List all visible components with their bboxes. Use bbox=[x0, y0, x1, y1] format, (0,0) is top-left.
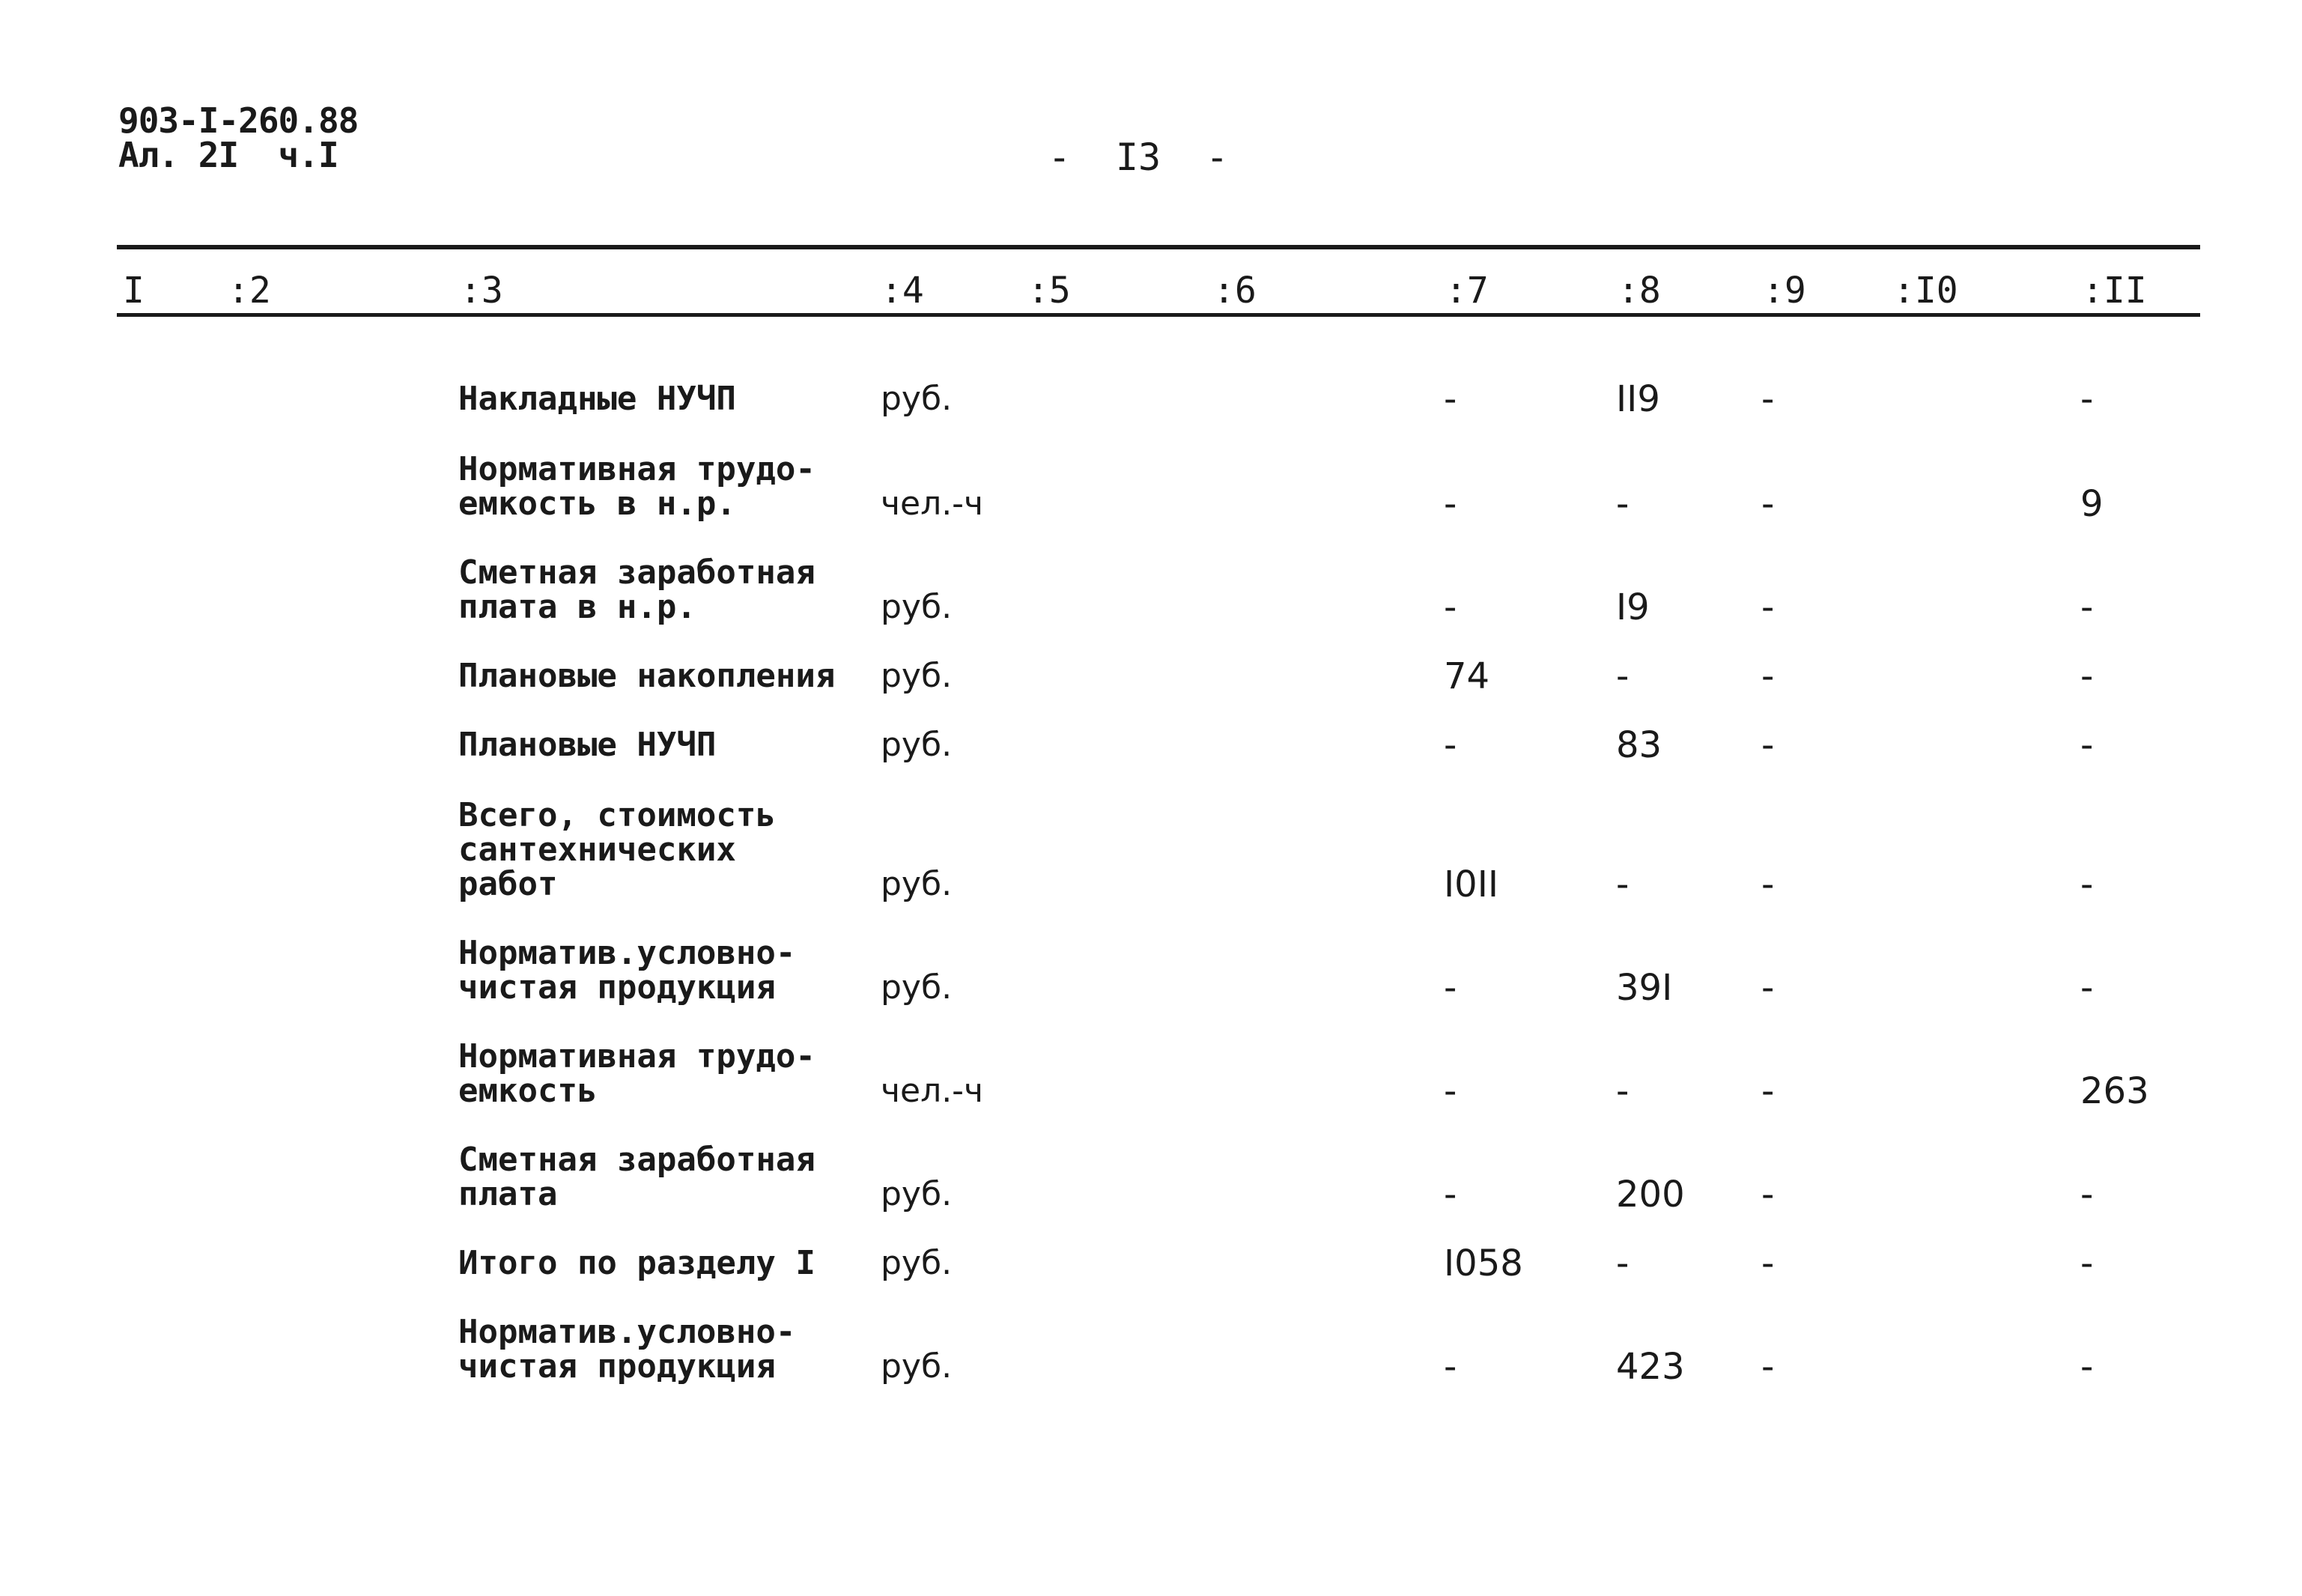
item-unit: руб. bbox=[881, 1175, 953, 1213]
item-name: Сметная заработная плата bbox=[458, 1141, 816, 1213]
value-col-11: - bbox=[2080, 1242, 2094, 1284]
column-header-4: :4 bbox=[881, 270, 924, 312]
value-col-7: - bbox=[1444, 967, 1457, 1009]
value-col-8: - bbox=[1616, 1070, 1630, 1112]
column-header-1: I bbox=[123, 270, 145, 312]
item-unit: чел.-ч bbox=[881, 485, 984, 523]
value-col-7: - bbox=[1444, 483, 1457, 525]
value-col-11: - bbox=[2080, 586, 2094, 628]
value-col-9: - bbox=[1761, 1242, 1775, 1284]
value-col-9: - bbox=[1761, 483, 1775, 525]
item-unit: руб. bbox=[881, 1347, 953, 1386]
value-col-9: - bbox=[1761, 967, 1775, 1009]
value-col-7: - bbox=[1444, 1070, 1457, 1112]
item-unit: руб. bbox=[881, 657, 953, 695]
value-col-8: 39I bbox=[1616, 967, 1673, 1009]
value-col-8: II9 bbox=[1616, 378, 1660, 420]
table-top-rule bbox=[117, 245, 2200, 249]
item-unit: руб. bbox=[881, 968, 953, 1007]
item-unit: руб. bbox=[881, 380, 953, 418]
document-code-line-2: Ал. 2I ч.I bbox=[118, 135, 338, 175]
value-col-7: I058 bbox=[1444, 1242, 1523, 1284]
item-unit: руб. bbox=[881, 1244, 953, 1282]
item-unit: руб. bbox=[881, 865, 953, 903]
value-col-11: - bbox=[2080, 967, 2094, 1009]
document-code bbox=[118, 100, 359, 175]
value-col-11: - bbox=[2080, 655, 2094, 697]
item-unit: чел.-ч bbox=[881, 1072, 984, 1110]
column-header-7: :7 bbox=[1445, 270, 1489, 312]
value-col-7: 74 bbox=[1444, 655, 1490, 697]
value-col-11: - bbox=[2080, 1346, 2094, 1388]
value-col-7: - bbox=[1444, 724, 1457, 766]
value-col-9: - bbox=[1761, 1174, 1775, 1216]
item-name: Плановые НУЧП bbox=[458, 726, 717, 764]
column-header-10: :I0 bbox=[1893, 270, 1958, 312]
value-col-9: - bbox=[1761, 864, 1775, 905]
value-col-9: - bbox=[1761, 655, 1775, 697]
item-name: Нормативная трудо- емкость в н.р. bbox=[458, 450, 816, 523]
column-header-5: :5 bbox=[1027, 270, 1071, 312]
document-code-line-1: 903-I-260.88 bbox=[118, 100, 359, 141]
value-col-9: - bbox=[1761, 1346, 1775, 1388]
value-col-9: - bbox=[1761, 1070, 1775, 1112]
value-col-7: - bbox=[1444, 378, 1457, 420]
value-col-7: - bbox=[1444, 586, 1457, 628]
value-col-11: 9 bbox=[2080, 483, 2104, 525]
item-name: Всего, стоимость сантехнических работ bbox=[458, 796, 776, 903]
value-col-8: 200 bbox=[1616, 1174, 1685, 1216]
column-header-6: :6 bbox=[1213, 270, 1257, 312]
value-col-7: - bbox=[1444, 1346, 1457, 1388]
item-unit: руб. bbox=[881, 588, 953, 626]
column-header-2: :2 bbox=[228, 270, 271, 312]
value-col-7: I0II bbox=[1444, 864, 1499, 905]
value-col-11: - bbox=[2080, 378, 2094, 420]
value-col-8: - bbox=[1616, 655, 1630, 697]
table-header-rule bbox=[117, 313, 2200, 317]
item-name: Сметная заработная плата в н.р. bbox=[458, 553, 816, 626]
value-col-8: - bbox=[1616, 483, 1630, 525]
value-col-7: - bbox=[1444, 1174, 1457, 1216]
item-name: Норматив.условно- чистая продукция bbox=[458, 934, 796, 1007]
value-col-9: - bbox=[1761, 586, 1775, 628]
item-unit: руб. bbox=[881, 726, 953, 764]
column-header-8: :8 bbox=[1618, 270, 1661, 312]
column-header-11: :II bbox=[2082, 270, 2147, 312]
page-number: - I3 - bbox=[1048, 136, 1229, 179]
value-col-11: - bbox=[2080, 724, 2094, 766]
value-col-8: 83 bbox=[1616, 724, 1662, 766]
value-col-8: - bbox=[1616, 864, 1630, 905]
value-col-9: - bbox=[1761, 378, 1775, 420]
value-col-8: - bbox=[1616, 1242, 1630, 1284]
value-col-8: I9 bbox=[1616, 586, 1650, 628]
item-name: Нормативная трудо- емкость bbox=[458, 1037, 816, 1110]
value-col-11: - bbox=[2080, 1174, 2094, 1216]
value-col-11: 263 bbox=[2080, 1070, 2149, 1112]
column-header-3: :3 bbox=[460, 270, 503, 312]
item-name: Плановые накопления bbox=[458, 657, 836, 695]
value-col-8: 423 bbox=[1616, 1346, 1685, 1388]
value-col-11: - bbox=[2080, 864, 2094, 905]
column-header-9: :9 bbox=[1763, 270, 1806, 312]
item-name: Итого по разделу I bbox=[458, 1244, 816, 1282]
item-name: Накладные НУЧП bbox=[458, 380, 736, 418]
item-name: Норматив.условно- чистая продукция bbox=[458, 1313, 796, 1386]
value-col-9: - bbox=[1761, 724, 1775, 766]
